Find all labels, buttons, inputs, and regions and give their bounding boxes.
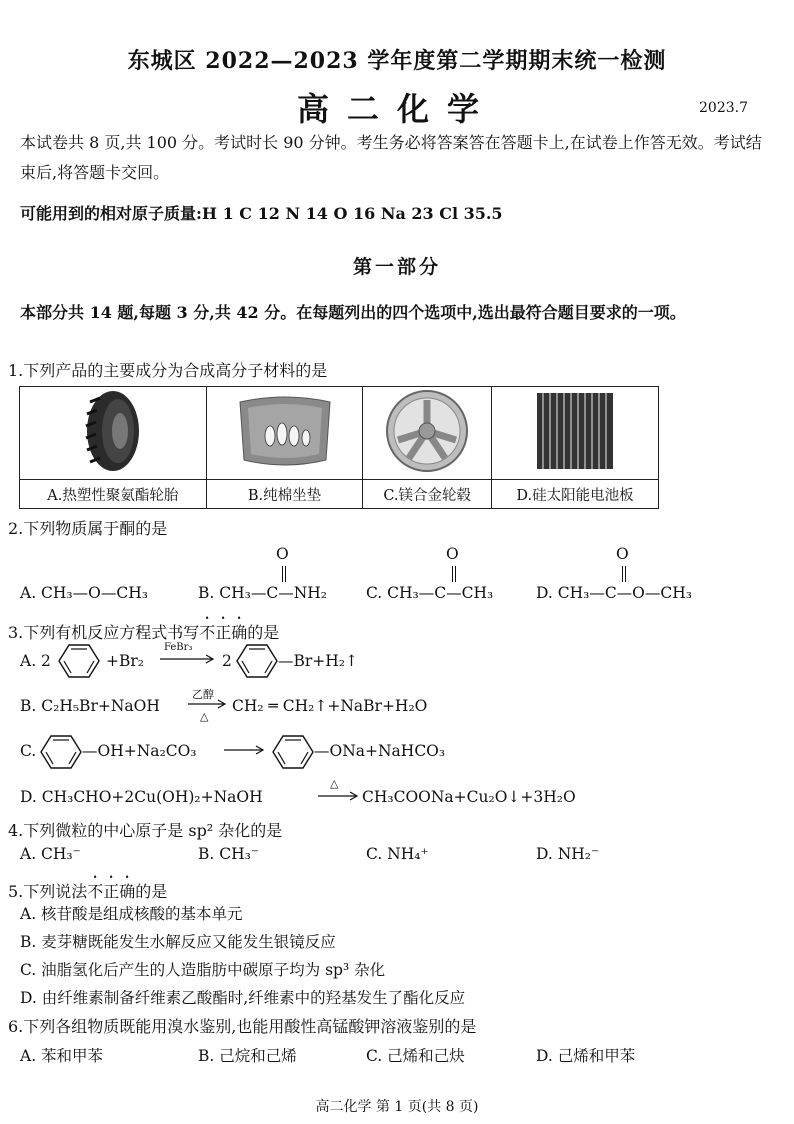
option-5b: B. 麦芽糖既能发生水解反应又能发生银镜反应 — [20, 933, 336, 951]
exam-subtitle: 高二化学 — [296, 90, 497, 128]
option-1a: A.热塑性聚氨酯轮胎 — [20, 480, 207, 509]
solar-panel-image-cell — [491, 387, 658, 480]
benzene-ring-icon — [272, 734, 314, 770]
benzene-ring-icon — [40, 734, 82, 770]
benzene-ring-icon — [58, 643, 100, 679]
question-5-stem: 5.下列说法不正确的是 — [8, 882, 168, 901]
option-2c-oxygen: O — [446, 545, 459, 563]
page-footer: 高二化学 第 1 页(共 8 页) — [315, 1099, 479, 1115]
option-3b-left: B. C₂H₅Br+NaOH — [20, 697, 160, 715]
option-4b: B. CH₃⁻ — [198, 845, 260, 863]
question-3-stem: 3.下列有机反应方程式书写不正确的是 — [8, 623, 280, 642]
wheel-hub-image-cell — [363, 387, 492, 480]
product-table — [19, 386, 659, 509]
arrow-icon — [160, 654, 216, 664]
tire-icon — [78, 388, 148, 474]
option-5a: A. 核苷酸是组成核酸的基本单元 — [20, 905, 243, 923]
wheel-hub-icon — [382, 388, 472, 474]
option-3b-condition-top: 乙醇 — [192, 688, 214, 701]
option-3b-condition-bottom: △ — [200, 710, 209, 723]
option-1b: B.纯棉坐垫 — [206, 480, 363, 509]
option-3a-br2: +Br₂ — [106, 652, 145, 670]
option-2c-double-bond — [452, 566, 456, 582]
option-3a-right: —Br+H₂↑ — [278, 652, 359, 670]
option-4d: D. NH₂⁻ — [536, 845, 600, 863]
exam-date: 2023.7 — [699, 100, 748, 116]
option-3c-right: —ONa+NaHCO₃ — [314, 742, 446, 760]
option-6b: B. 己烷和己烯 — [198, 1047, 297, 1065]
question-4-stem: 4.下列微粒的中心原子是 sp² 杂化的是 — [8, 821, 283, 840]
arrow-icon — [224, 745, 266, 755]
option-3d-left: D. CH₃CHO+2Cu(OH)₂+NaOH — [20, 788, 263, 806]
question-2-stem: 2.下列物质属于酮的是 — [8, 519, 168, 538]
exam-title: 东城区 2022—2023 学年度第二学期期末统一检测 — [127, 48, 667, 74]
intro-paragraph: 本试卷共 8 页,共 100 分。考试时长 90 分钟。考生务必将答案答在答题卡上,在试卷上作答无效。考试结束后,将答题卡交回。 — [20, 133, 762, 182]
option-2d: D. CH₃—C—O—CH₃ — [536, 584, 692, 602]
option-3a-left: A. 2 — [20, 652, 51, 670]
section-instructions: 本部分共 14 题,每题 3 分,共 42 分。在每题列出的四个选项中,选出最符合题目要求的一项。 — [20, 303, 686, 322]
option-6d: D. 己烯和甲苯 — [536, 1047, 636, 1065]
option-3c-left: C. — [20, 742, 37, 760]
question-1-stem: 1.下列产品的主要成分为合成高分子材料的是 — [8, 361, 328, 380]
arrow-icon — [188, 699, 228, 709]
option-2a: A. CH₃—O—CH₃ — [20, 584, 148, 602]
option-3c-mid: —OH+Na₂CO₃ — [82, 742, 197, 760]
option-2d-oxygen: O — [616, 545, 629, 563]
option-3b-right: CH₂ ═ CH₂↑+NaBr+H₂O — [232, 697, 428, 715]
atomic-mass-line: 可能用到的相对原子质量:H 1 C 12 N 14 O 16 Na 23 Cl 35.5 — [20, 204, 503, 223]
section-title: 第一部分 — [352, 256, 441, 278]
option-6a: A. 苯和甲苯 — [20, 1047, 104, 1065]
option-3d-condition: △ — [330, 777, 339, 790]
question-6-stem: 6.下列各组物质既能用溴水鉴别,也能用酸性高锰酸钾溶液鉴别的是 — [8, 1017, 477, 1036]
option-2c: C. CH₃—C—CH₃ — [366, 584, 494, 602]
option-1d: D.硅太阳能电池板 — [491, 480, 658, 509]
option-3a-catalyst: FeBr₃ — [164, 642, 193, 653]
cushion-icon — [230, 388, 340, 474]
emphasis-not-correct: 不正确 — [199, 623, 248, 642]
tire-image-cell — [20, 387, 207, 480]
option-3d-right: CH₃COONa+Cu₂O↓+3H₂O — [362, 788, 576, 806]
option-2b: B. CH₃—C—NH₂ — [198, 584, 327, 602]
emphasis-not-correct: 不正确 — [87, 882, 136, 901]
solar-panel-icon — [535, 391, 615, 471]
cushion-image-cell — [206, 387, 363, 480]
option-6c: C. 己烯和己炔 — [366, 1047, 465, 1065]
option-5c: C. 油脂氢化后产生的人造脂肪中碳原子均为 sp³ 杂化 — [20, 961, 386, 979]
option-4a: A. CH₃⁻ — [20, 845, 81, 863]
option-2d-double-bond — [622, 566, 626, 582]
option-3a-coefficient: 2 — [222, 652, 232, 670]
option-2b-double-bond — [282, 566, 286, 582]
benzene-ring-icon — [236, 643, 278, 679]
option-1c: C.镁合金轮毂 — [363, 480, 492, 509]
arrow-icon — [318, 791, 360, 801]
option-5d: D. 由纤维素制备纤维素乙酸酯时,纤维素中的羟基发生了酯化反应 — [20, 989, 466, 1007]
option-2b-oxygen: O — [276, 545, 289, 563]
option-4c: C. NH₄⁺ — [366, 845, 429, 863]
